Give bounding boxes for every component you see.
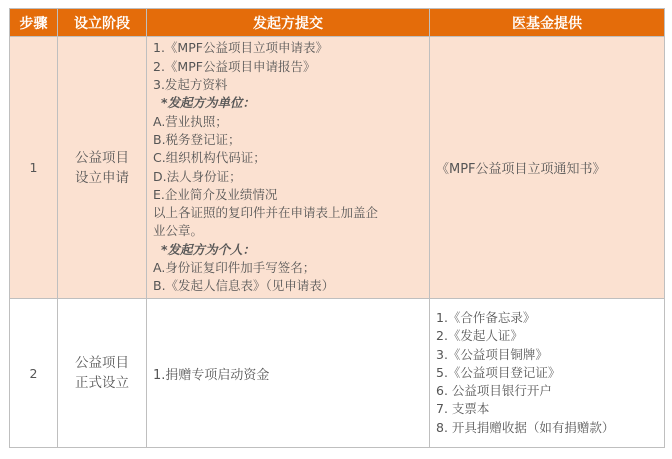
submit-item: 2.《MPF公益项目申请报告》: [153, 58, 316, 74]
submit-item: B.《发起人信息表》（见申请表）: [153, 278, 335, 294]
submit-subheading: *发起方为单位：: [161, 95, 256, 111]
submit-cell: [147, 37, 430, 299]
submit-item: D.法人身份证；: [153, 168, 242, 184]
header-submit: 发起方提交: [147, 9, 430, 37]
provide-cell: [430, 37, 665, 299]
provide-item: 6. 公益项目银行开户: [436, 383, 552, 399]
provide-item: 3.《公益项目铜牌》: [436, 346, 548, 362]
phase-line: 设立申请: [75, 169, 129, 186]
step-cell: 1: [10, 37, 58, 299]
step-cell: 2: [10, 299, 58, 448]
submit-item: 3.发起方资料: [153, 77, 228, 93]
submit-item: 以上各证照的复印件并在申请表上加盖企: [153, 205, 379, 221]
phase-cell: [58, 37, 147, 299]
provide-item: 1.《合作备忘录》: [436, 309, 536, 325]
provide-item: 7. 支票本: [436, 401, 490, 417]
submit-item: 1.《MPF公益项目立项申请表》: [153, 40, 328, 56]
submit-item: 1.捐赠专项启动资金: [153, 367, 270, 383]
phase-line: 公益项目: [75, 355, 129, 371]
provide-item: 《MPF公益项目立项通知书》: [436, 162, 606, 177]
header-phase: 设立阶段: [58, 9, 147, 37]
header-provide: 医基金提供: [430, 9, 665, 37]
phase-cell: [58, 299, 147, 448]
header-row: [10, 9, 665, 37]
table-row: [10, 37, 665, 299]
header-step: 步骤: [10, 9, 58, 37]
submit-item: A.营业执照；: [153, 113, 228, 129]
submit-item: E.企业简介及业绩情况: [153, 186, 278, 202]
submit-item: C.组织机构代码证；: [153, 150, 266, 166]
submit-subheading: *发起方为个人：: [161, 241, 256, 257]
submit-item: 业公章。: [153, 223, 204, 239]
process-table: [9, 8, 665, 448]
submit-item: A.身份证复印件加手写签名；: [153, 259, 316, 275]
provide-cell: [430, 299, 665, 448]
table-row: [10, 299, 665, 448]
phase-line: 正式设立: [75, 375, 129, 391]
provide-item: 2.《发起人证》: [436, 328, 523, 344]
provide-item: 5.《公益项目登记证》: [436, 364, 561, 380]
phase-line: 公益项目: [75, 149, 129, 166]
provide-item: 8. 开具捐赠收据（如有捐赠款）: [436, 419, 615, 435]
submit-cell: [147, 299, 430, 448]
submit-item: B.税务登记证；: [153, 131, 241, 147]
